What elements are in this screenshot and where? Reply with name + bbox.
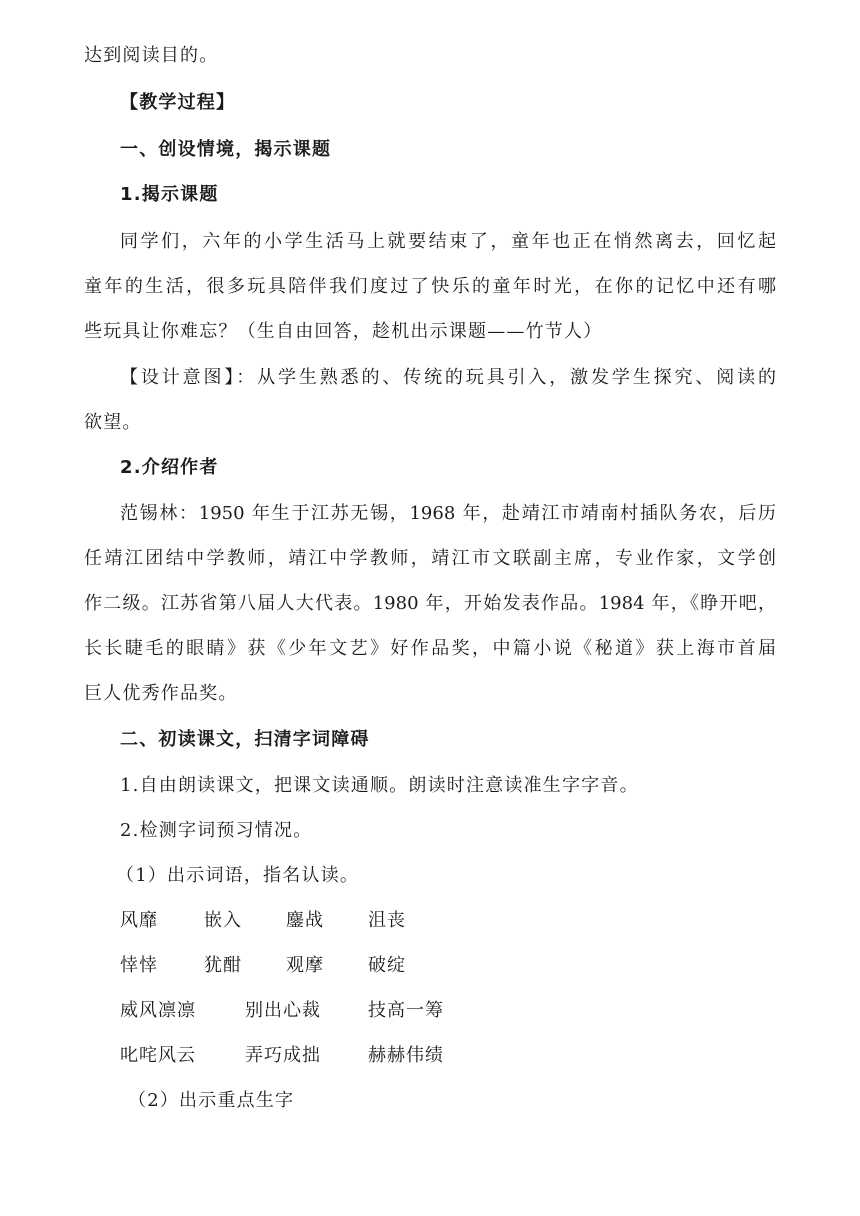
vocab-word: 嵌入 [204,910,242,931]
vocab-word: 弄巧成拙 [245,1045,321,1066]
vocab-word: 技高一筹 [368,1000,444,1021]
section-heading-2: 二、初读课文，扫清字词障碍 [120,729,370,750]
subheading-reveal-topic: 1.揭示课题 [120,184,219,205]
paragraph-line: 2.检测字词预习情况。 [120,820,313,841]
paragraph-line: 1.自由朗读课文，把课文读通顺。朗读时注意读准生字字音。 [120,775,639,796]
vocab-word: 观摩 [286,955,324,976]
subheading-author-intro: 2.介绍作者 [120,457,219,478]
paragraph-line: 长长睫毛的眼睛》获《少年文艺》好作品奖，中篇小说《秘道》获上海市首届 [84,638,776,659]
section-heading-teaching-process: 【教学过程】 [120,92,236,113]
section-heading-1: 一、创设情境，揭示课题 [120,139,332,160]
paragraph-line: 范锡林：1950 年生于江苏无锡，1968 年，赴靖江市靖南村插队务农，后历 [120,503,776,524]
paragraph-line: 作二级。江苏省第八届人大代表。1980 年，开始发表作品。1984 年，《睁开吧， [84,593,776,614]
paragraph-line: 些玩具让你难忘？（生自由回答，趁机出示课题——竹节人） [84,321,603,342]
vocab-word: 风靡 [120,910,158,931]
vocab-word: 别出心裁 [245,1000,321,1021]
design-intent-line: 【设计意图】：从学生熟悉的、传统的玩具引入，激发学生探究、阅读的 [120,367,776,388]
paragraph-line: 达到阅读目的。 [84,45,219,66]
vocab-word: 叱咤风云 [120,1045,196,1066]
vocab-word: 威风凛凛 [120,1000,196,1021]
vocab-word: 赫赫伟绩 [368,1045,444,1066]
paragraph-line: （1）出示词语，指名认读。 [116,865,360,886]
vocab-word: 犹酣 [204,955,242,976]
vocab-word: 鏖战 [286,910,324,931]
paragraph-line: 欲望。 [84,412,142,433]
paragraph-line: 童年的生活，很多玩具陪伴我们度过了快乐的童年时光，在你的记忆中还有哪 [84,276,776,297]
paragraph-line: 同学们，六年的小学生活马上就要结束了，童年也正在悄然离去，回忆起 [120,231,776,252]
vocab-word: 破绽 [368,955,406,976]
paragraph-line: （2）出示重点生字 [128,1090,295,1111]
paragraph-line: 巨人优秀作品奖。 [84,683,238,704]
paragraph-line: 任靖江团结中学教师，靖江中学教师，靖江市文联副主席，专业作家，文学创 [84,548,776,569]
vocab-word: 悻悻 [120,955,158,976]
vocab-word: 沮丧 [368,910,406,931]
